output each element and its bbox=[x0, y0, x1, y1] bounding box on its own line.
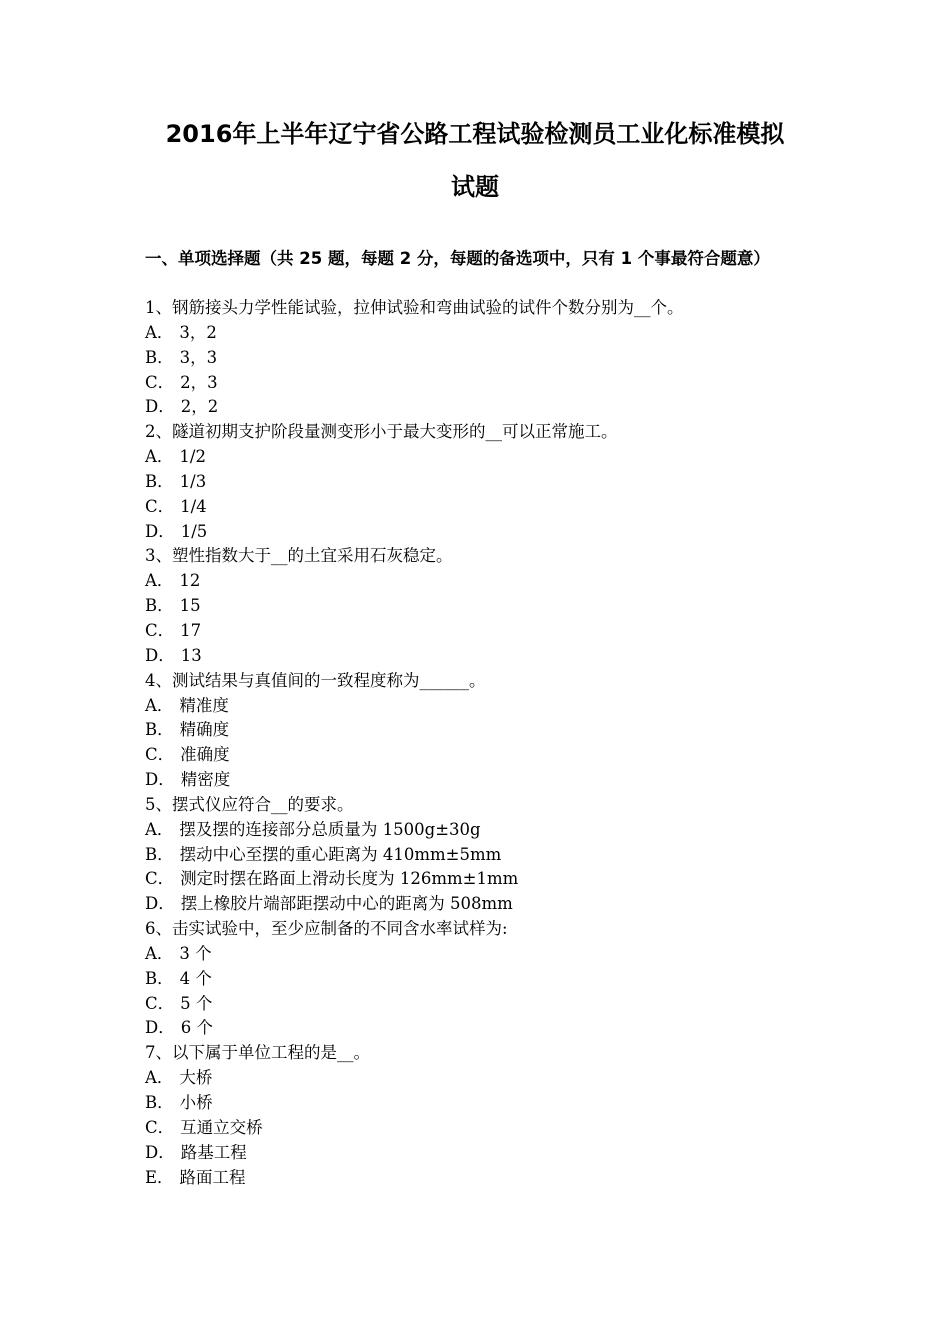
answer-option bbox=[145, 718, 825, 743]
answer-option bbox=[145, 619, 825, 644]
option-letter: C． bbox=[145, 496, 175, 516]
answer-option bbox=[145, 1166, 825, 1191]
option-letter: C． bbox=[145, 1117, 175, 1137]
option-letter: D． bbox=[145, 770, 175, 790]
option-text: 3，2 bbox=[179, 322, 217, 342]
option-text: 摆及摆的连接部分总质量为 1500g±30g bbox=[179, 819, 481, 839]
option-text: 精确度 bbox=[179, 720, 230, 740]
answer-option bbox=[145, 495, 825, 520]
answer-option bbox=[145, 1016, 825, 1041]
option-text: 4 个 bbox=[179, 968, 212, 988]
option-text: 5 个 bbox=[180, 993, 213, 1013]
option-letter: C． bbox=[145, 993, 175, 1013]
answer-option bbox=[145, 967, 825, 992]
question-item bbox=[145, 544, 825, 668]
option-letter: B． bbox=[145, 596, 174, 616]
option-text: 3，3 bbox=[179, 347, 218, 367]
answer-option bbox=[145, 371, 825, 396]
option-letter: A． bbox=[145, 571, 174, 591]
question-item bbox=[145, 420, 825, 544]
option-text: 互通立交桥 bbox=[180, 1117, 263, 1137]
option-letter: B． bbox=[145, 844, 174, 864]
page-title: 2016年上半年辽宁省公路工程试验检测员工业化标准模拟 bbox=[165, 120, 785, 148]
answer-option bbox=[145, 594, 825, 619]
option-text: 路面工程 bbox=[179, 1167, 246, 1187]
option-text: 大桥 bbox=[179, 1068, 213, 1088]
option-text: 1/4 bbox=[180, 496, 207, 516]
option-text: 2，3 bbox=[180, 372, 218, 392]
answer-option bbox=[145, 346, 825, 371]
answer-option bbox=[145, 768, 825, 793]
option-letter: E． bbox=[145, 1167, 174, 1187]
option-letter: B． bbox=[145, 471, 174, 491]
option-text: 摆动中心至摆的重心距离为 410mm±5mm bbox=[179, 844, 502, 864]
question-stem: 3、塑性指数大于__的土宜采用石灰稳定。 bbox=[145, 546, 453, 566]
answer-option bbox=[145, 694, 825, 719]
answer-option bbox=[145, 992, 825, 1017]
option-text: 精准度 bbox=[179, 695, 229, 715]
answer-option bbox=[145, 569, 825, 594]
question-stem: 2、隧道初期支护阶段量测变形小于最大变形的__可以正常施工。 bbox=[145, 422, 618, 442]
option-letter: A． bbox=[145, 1068, 174, 1088]
option-letter: C． bbox=[145, 372, 175, 392]
option-letter: A． bbox=[145, 943, 174, 963]
option-text: 2，2 bbox=[180, 397, 219, 417]
option-text: 13 bbox=[180, 645, 202, 665]
option-letter: B． bbox=[145, 1093, 174, 1112]
answer-option bbox=[145, 892, 825, 917]
answer-option bbox=[145, 470, 825, 495]
option-text: 6 个 bbox=[180, 1018, 213, 1038]
option-text: 1/5 bbox=[180, 521, 208, 541]
question-item bbox=[145, 917, 825, 1041]
option-letter: D． bbox=[145, 894, 175, 914]
option-letter: D． bbox=[145, 397, 175, 417]
answer-option bbox=[145, 644, 825, 669]
option-letter: A． bbox=[145, 322, 174, 342]
option-letter: C． bbox=[145, 745, 175, 765]
option-text: 12 bbox=[179, 571, 201, 591]
answer-option bbox=[145, 321, 825, 346]
answer-option bbox=[145, 1091, 825, 1116]
answer-option bbox=[145, 843, 825, 868]
answer-option bbox=[145, 445, 825, 470]
option-letter: A． bbox=[145, 695, 174, 715]
question-stem: 7、以下属于单位工程的是__。 bbox=[145, 1043, 370, 1063]
option-letter: D． bbox=[145, 521, 175, 541]
option-text: 精密度 bbox=[180, 770, 231, 790]
answer-option bbox=[145, 1116, 825, 1141]
answer-option bbox=[145, 942, 825, 967]
answer-option bbox=[145, 520, 825, 545]
option-letter: B． bbox=[145, 968, 174, 988]
option-text: 1/2 bbox=[179, 447, 206, 467]
option-text: 测定时摆在路面上滑动长度为 126mm±1mm bbox=[180, 869, 519, 889]
answer-option bbox=[145, 818, 825, 843]
option-text: 3 个 bbox=[179, 943, 212, 963]
option-text: 摆上橡胶片端部距摆动中心的距离为 508mm bbox=[180, 894, 513, 914]
question-stem: 4、测试结果与真值间的一致程度称为______。 bbox=[145, 670, 486, 690]
option-text: 1/3 bbox=[179, 471, 207, 491]
option-letter: B． bbox=[145, 347, 174, 367]
answer-option bbox=[145, 743, 825, 768]
option-letter: D． bbox=[145, 1142, 175, 1162]
option-letter: B． bbox=[145, 720, 174, 740]
question-stem: 5、摆式仪应符合__的要求。 bbox=[145, 794, 354, 814]
option-letter: C． bbox=[145, 869, 175, 889]
answer-option bbox=[145, 1141, 825, 1166]
option-letter: D． bbox=[145, 1018, 175, 1038]
option-text: 小桥 bbox=[179, 1093, 213, 1112]
option-text: 准确度 bbox=[180, 745, 230, 765]
question-stem: 6、击实试验中，至少应制备的不同含水率试样为: bbox=[145, 919, 508, 939]
option-letter: A． bbox=[145, 819, 174, 839]
question-stem: 1、钢筋接头力学性能试验，拉伸试验和弯曲试验的试件个数分别为__个。 bbox=[145, 298, 684, 317]
option-letter: D． bbox=[145, 645, 175, 665]
question-list bbox=[145, 296, 825, 1190]
option-letter: A． bbox=[145, 447, 174, 467]
question-item bbox=[145, 669, 825, 793]
option-text: 路基工程 bbox=[180, 1142, 247, 1162]
question-item bbox=[145, 1041, 825, 1190]
option-letter: C． bbox=[145, 620, 175, 640]
answer-option bbox=[145, 395, 825, 420]
option-text: 17 bbox=[180, 620, 202, 640]
section-heading: 一、单项选择题（共 25 题，每题 2 分，每题的备选项中，只有 1 个事最符合题意） bbox=[145, 249, 770, 268]
answer-option bbox=[145, 867, 825, 892]
question-item bbox=[145, 296, 825, 420]
answer-option bbox=[145, 1066, 825, 1091]
question-item bbox=[145, 793, 825, 917]
option-text: 15 bbox=[179, 596, 201, 616]
page-title-continued: 试题 bbox=[451, 173, 499, 201]
